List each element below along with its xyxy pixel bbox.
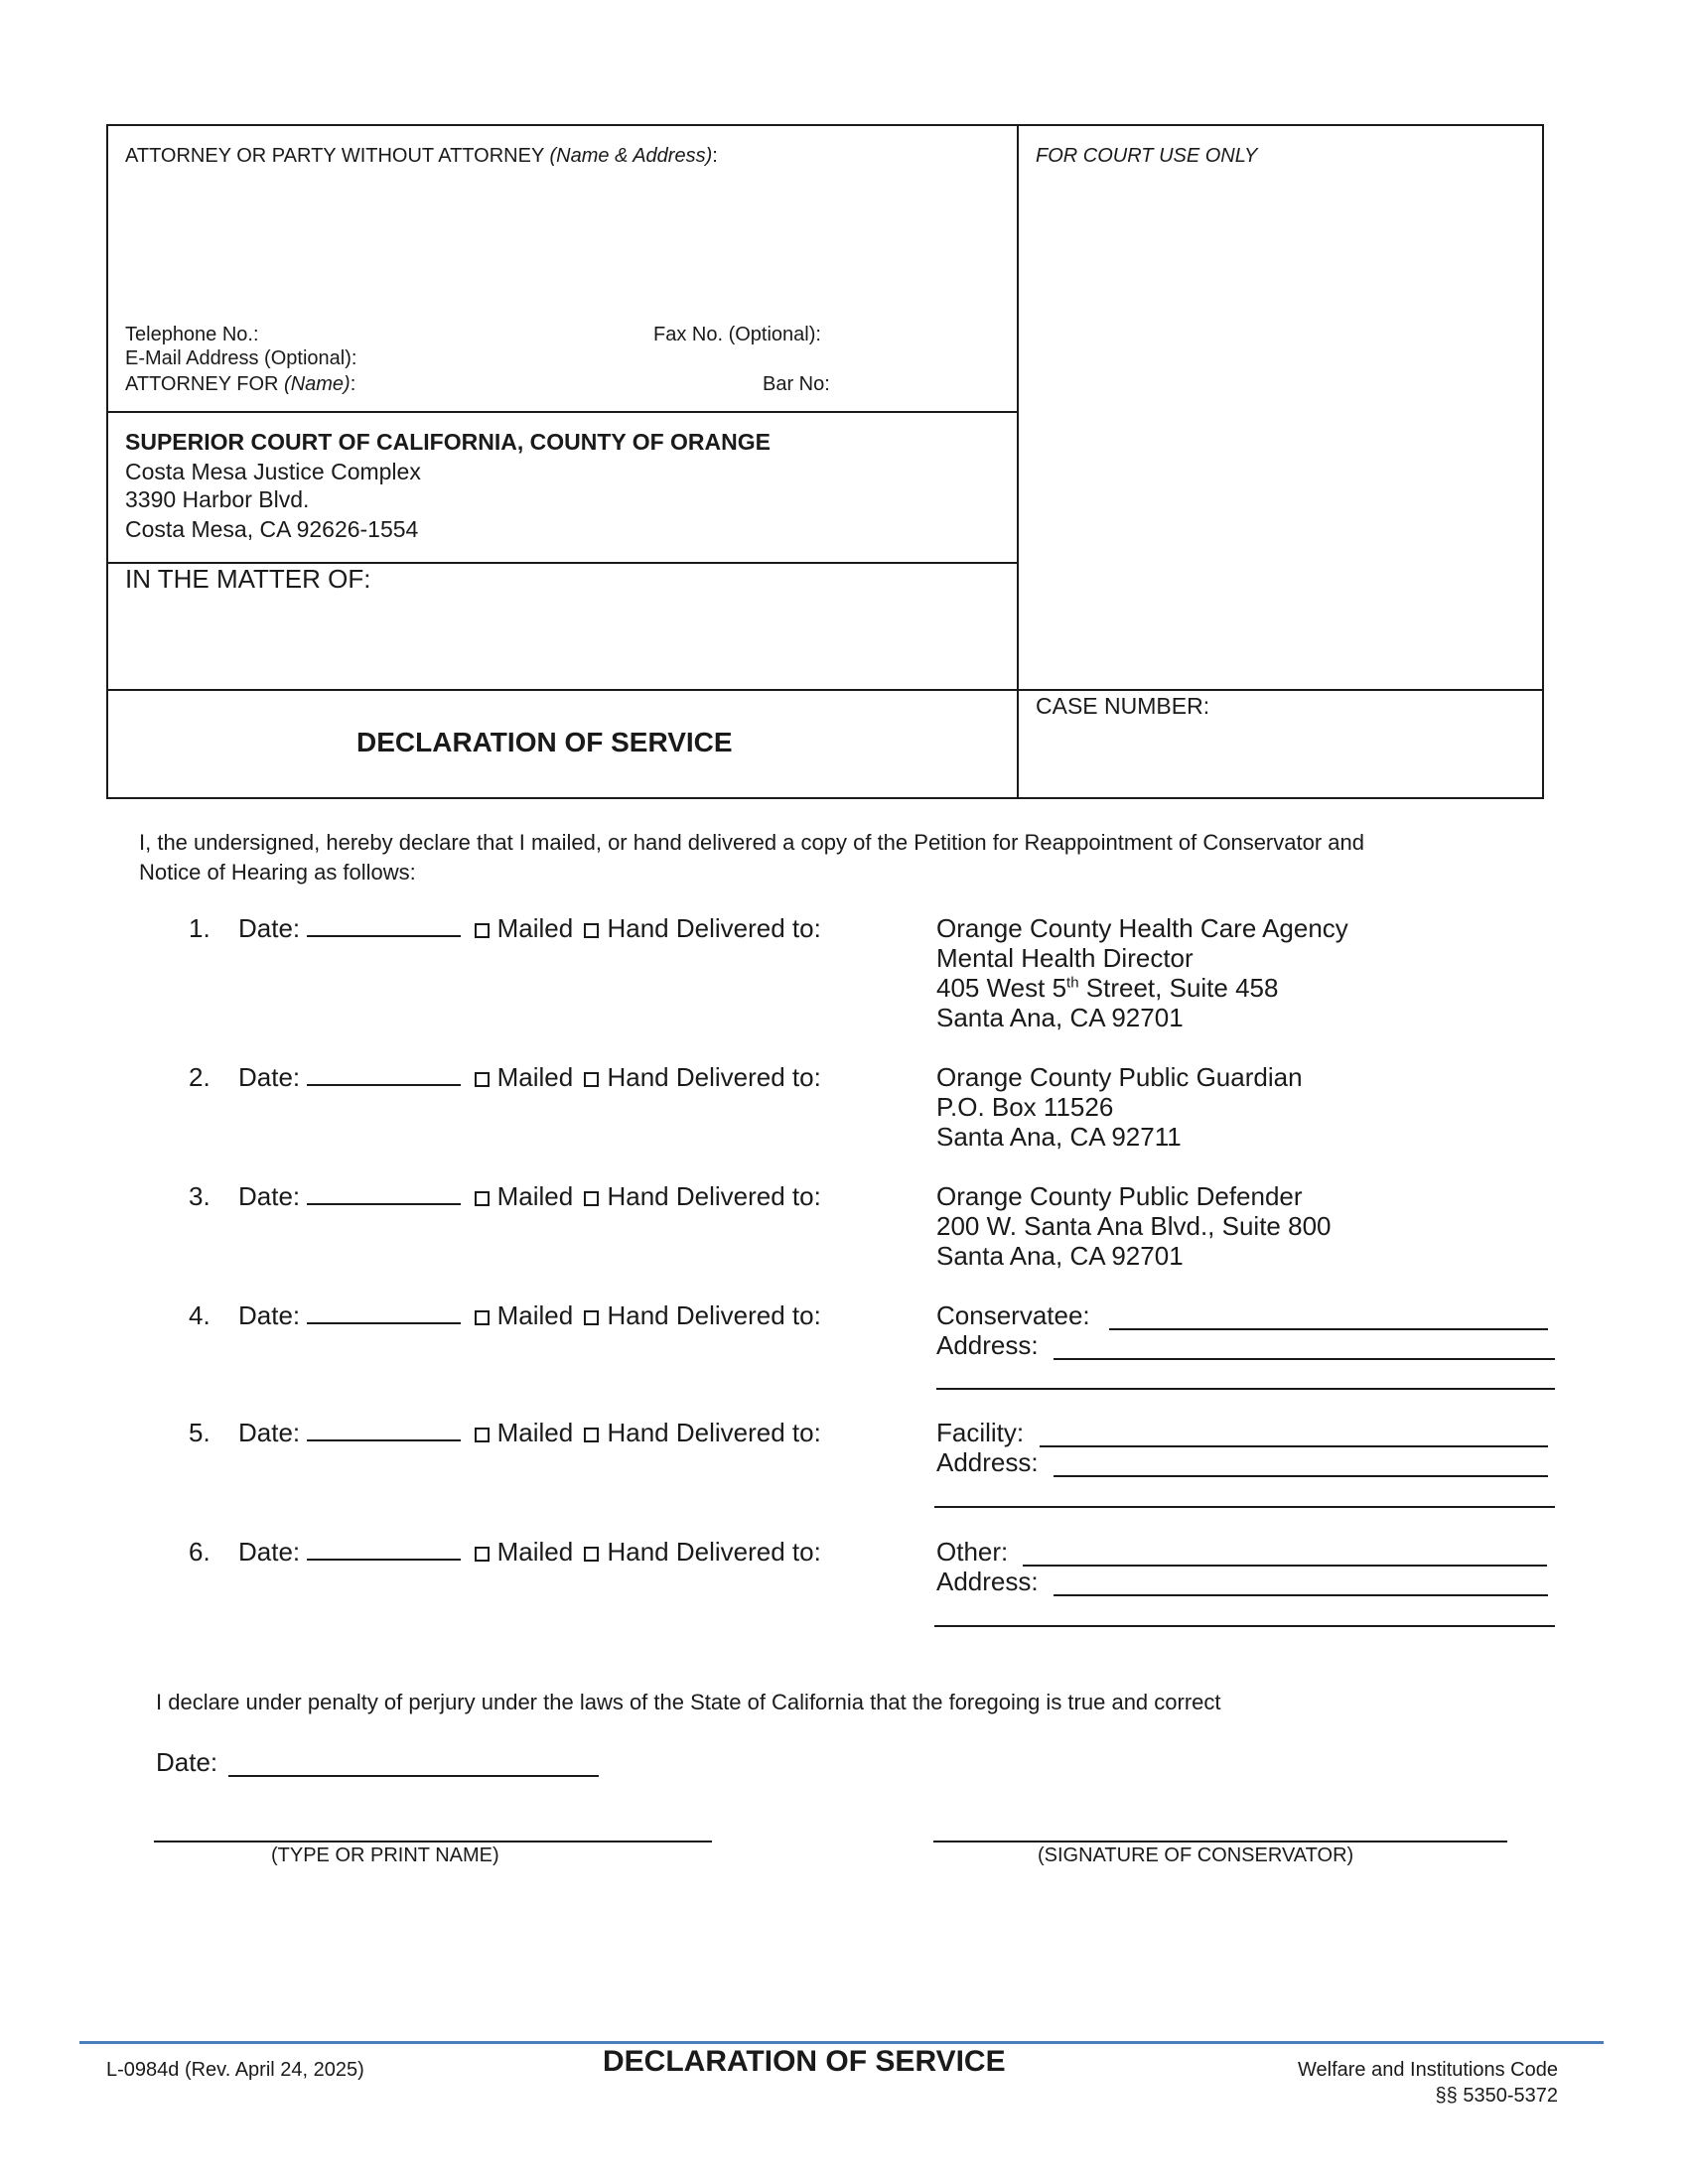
court-address-line3: Costa Mesa, CA 92626-1554 <box>125 516 419 542</box>
bar-number-label: Bar No: <box>763 373 830 395</box>
address-field[interactable] <box>1054 1358 1555 1360</box>
form-title: DECLARATION OF SERVICE <box>356 727 733 757</box>
address-field-line2[interactable] <box>934 1506 1555 1508</box>
attorney-label: ATTORNEY OR PARTY WITHOUT ATTORNEY (Name & Address): <box>125 145 718 167</box>
entry-date: Date: Mailed Hand Delivered to: <box>238 1537 821 1567</box>
declaration-date-label: Date: <box>156 1747 218 1777</box>
mailed-checkbox[interactable] <box>475 1547 490 1562</box>
entry-date: Date: Mailed Hand Delivered to: <box>238 1418 821 1447</box>
court-use-label: FOR COURT USE ONLY <box>1036 145 1258 167</box>
case-number-label: CASE NUMBER: <box>1036 693 1210 719</box>
mailed-checkbox[interactable] <box>475 1310 490 1325</box>
hand-delivered-checkbox[interactable] <box>584 1072 599 1087</box>
conservatee-label: Conservatee: <box>936 1300 1090 1330</box>
signature-label: (SIGNATURE OF CONSERVATOR) <box>1038 1844 1354 1866</box>
list-item <box>189 1418 211 1448</box>
intro-line1: I, the undersigned, hereby declare that I mailed, or hand delivered a copy of the Petition for Reappointment of Conservator and <box>139 830 1364 855</box>
hand-delivered-checkbox[interactable] <box>584 1310 599 1325</box>
court-address-line2: 3390 Harbor Blvd. <box>125 486 310 512</box>
recipient-line: Orange County Public Guardian <box>936 1062 1303 1092</box>
facility-label: Facility: <box>936 1418 1025 1447</box>
mailed-checkbox[interactable] <box>475 1428 490 1442</box>
facility-field[interactable] <box>1040 1445 1548 1447</box>
code-line1: Welfare and Institutions Code <box>1297 2059 1558 2081</box>
entry-number: 2. <box>189 1062 211 1092</box>
email-label: E-Mail Address (Optional): <box>125 347 357 369</box>
divider-attorney <box>106 411 1018 413</box>
date-field[interactable] <box>307 913 461 937</box>
print-name-line[interactable] <box>154 1841 712 1843</box>
footer-rule <box>79 2041 1604 2044</box>
recipient-line: 200 W. Santa Ana Blvd., Suite 800 <box>936 1211 1332 1241</box>
list-item <box>189 1181 211 1212</box>
address-label: Address: <box>936 1567 1039 1596</box>
mailed-checkbox[interactable] <box>475 923 490 938</box>
court-name: SUPERIOR COURT OF CALIFORNIA, COUNTY OF ORANGE <box>125 429 771 455</box>
hand-delivered-checkbox[interactable] <box>584 923 599 938</box>
recipient-line: Orange County Public Defender <box>936 1181 1303 1211</box>
list-item <box>189 1537 211 1568</box>
entry-number: 6. <box>189 1537 211 1567</box>
signature-line[interactable] <box>933 1841 1507 1843</box>
recipient-line: Santa Ana, CA 92701 <box>936 1241 1184 1271</box>
code-line2: §§ 5350-5372 <box>1435 2085 1558 2107</box>
footer-title: DECLARATION OF SERVICE <box>603 2045 1006 2078</box>
date-field[interactable] <box>307 1537 461 1561</box>
declaration-date-field[interactable] <box>228 1775 599 1777</box>
fax-label: Fax No. (Optional): <box>653 324 821 345</box>
address-field-line2[interactable] <box>936 1388 1555 1390</box>
form-id: L-0984d (Rev. April 24, 2025) <box>106 2059 364 2081</box>
conservatee-field[interactable] <box>1109 1328 1548 1330</box>
address-label: Address: <box>936 1447 1039 1477</box>
entry-number: 4. <box>189 1300 211 1330</box>
matter-label: IN THE MATTER OF: <box>125 564 371 594</box>
address-field-line2[interactable] <box>934 1625 1555 1627</box>
entry-number: 3. <box>189 1181 211 1211</box>
list-item <box>189 913 211 944</box>
entry-date: Date: Mailed Hand Delivered to: <box>238 1062 821 1092</box>
entry-date: Date: Mailed Hand Delivered to: <box>238 1300 821 1330</box>
declaration-text: I declare under penalty of perjury under the laws of the State of California that the foregoing is true and correct <box>156 1690 1221 1714</box>
entry-number: 5. <box>189 1418 211 1447</box>
other-field[interactable] <box>1023 1565 1547 1567</box>
date-field[interactable] <box>307 1062 461 1086</box>
telephone-label: Telephone No.: <box>125 324 259 345</box>
hand-delivered-checkbox[interactable] <box>584 1547 599 1562</box>
recipient-line: Mental Health Director <box>936 943 1194 973</box>
date-field[interactable] <box>307 1418 461 1441</box>
court-address-line1: Costa Mesa Justice Complex <box>125 459 421 484</box>
recipient-line: Orange County Health Care Agency <box>936 913 1348 943</box>
vertical-divider <box>1017 124 1019 799</box>
date-field[interactable] <box>307 1181 461 1205</box>
entry-date: Date: Mailed Hand Delivered to: <box>238 1181 821 1211</box>
divider-matter <box>106 689 1544 691</box>
entry-date: Date: Mailed Hand Delivered to: <box>238 913 821 943</box>
entry-number: 1. <box>189 913 211 943</box>
print-name-label: (TYPE OR PRINT NAME) <box>271 1844 499 1866</box>
address-field[interactable] <box>1054 1475 1548 1477</box>
intro-line2: Notice of Hearing as follows: <box>139 860 416 885</box>
recipient-line: 405 West 5th Street, Suite 458 <box>936 973 1279 1003</box>
mailed-checkbox[interactable] <box>475 1072 490 1087</box>
date-field[interactable] <box>307 1300 461 1324</box>
recipient-line: Santa Ana, CA 92711 <box>936 1122 1182 1152</box>
mailed-checkbox[interactable] <box>475 1191 490 1206</box>
hand-delivered-checkbox[interactable] <box>584 1428 599 1442</box>
hand-delivered-checkbox[interactable] <box>584 1191 599 1206</box>
attorney-for-label: ATTORNEY FOR (Name): <box>125 373 356 395</box>
recipient-line: Santa Ana, CA 92701 <box>936 1003 1184 1032</box>
address-field[interactable] <box>1054 1594 1548 1596</box>
address-label: Address: <box>936 1330 1039 1360</box>
list-item <box>189 1062 211 1093</box>
other-label: Other: <box>936 1537 1009 1567</box>
recipient-line: P.O. Box 11526 <box>936 1092 1114 1122</box>
list-item <box>189 1300 211 1331</box>
